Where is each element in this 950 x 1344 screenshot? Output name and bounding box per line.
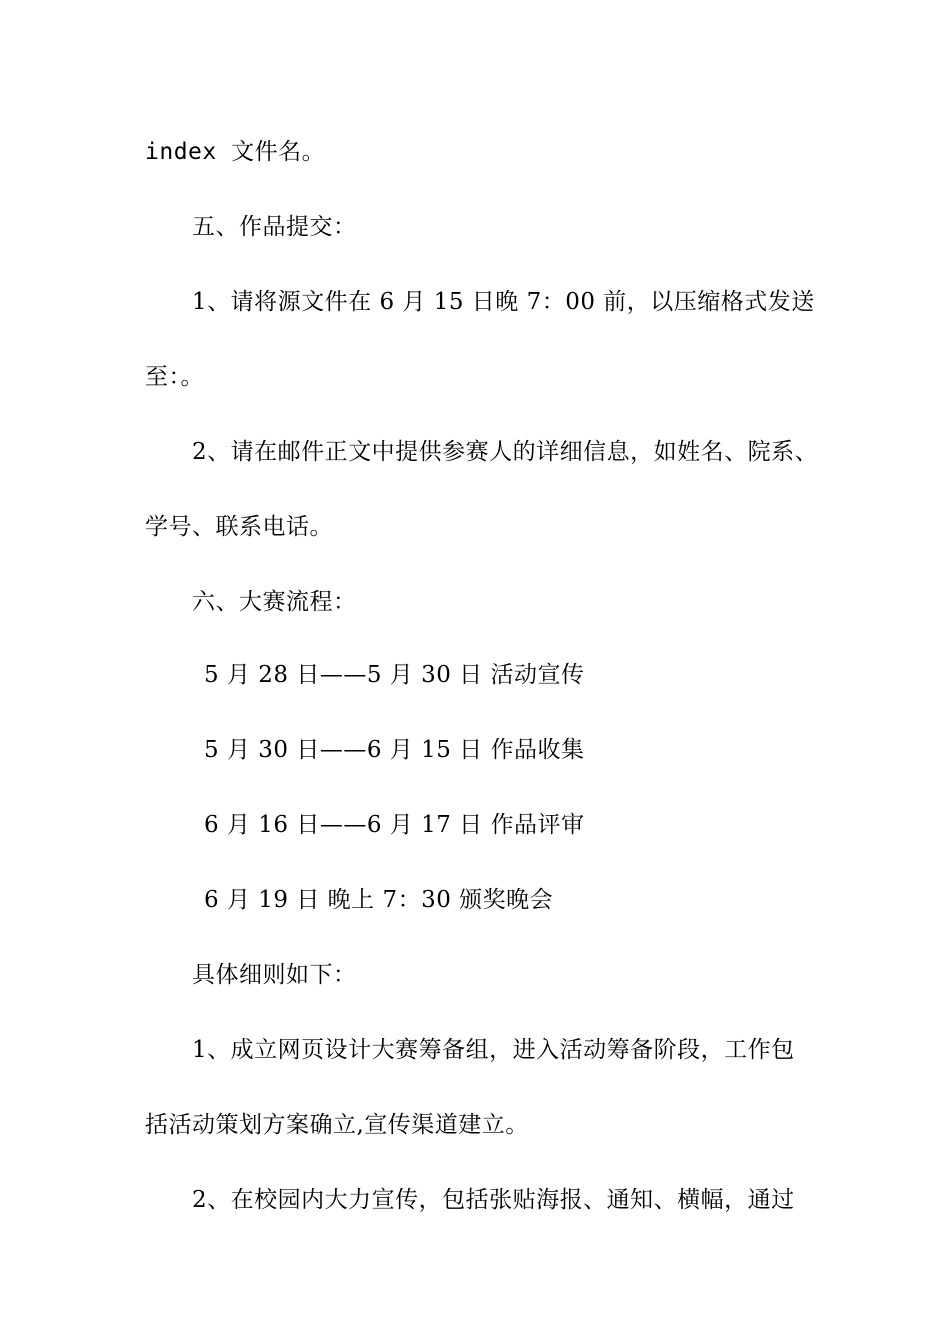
section-heading-details: 具体细则如下： xyxy=(192,962,357,988)
schedule-item-2: 5 月 30 日——6 月 15 日 作品收集 xyxy=(204,737,585,763)
schedule-item-3: 6 月 16 日——6 月 17 日 作品评审 xyxy=(204,812,585,838)
text-line-4: 至：。 xyxy=(145,364,204,390)
text-line-13: 1、成立网页设计大赛筹备组，进入活动筹备阶段，工作包 xyxy=(192,1037,795,1063)
text-line-3: 1、请将源文件在 6 月 15 日晚 7：00 前，以压缩格式发送 xyxy=(192,289,815,315)
schedule-item-1: 5 月 28 日——5 月 30 日 活动宣传 xyxy=(204,662,585,688)
schedule-item-4: 6 月 19 日 晚上 7：30 颁奖晚会 xyxy=(204,887,554,913)
text-line-6: 学号、联系电话。 xyxy=(145,514,333,540)
section-heading-process: 六、大赛流程： xyxy=(192,589,357,615)
text-line-1: index 文件名。 xyxy=(145,139,326,165)
text-line-15: 2、在校园内大力宣传，包括张贴海报、通知、横幅，通过 xyxy=(192,1187,795,1213)
text-line-14: 括活动策划方案确立,宣传渠道建立。 xyxy=(145,1112,529,1138)
text-line-5: 2、请在邮件正文中提供参赛人的详细信息，如姓名、院系、 xyxy=(192,439,819,465)
section-heading-submission: 五、作品提交： xyxy=(192,214,357,240)
